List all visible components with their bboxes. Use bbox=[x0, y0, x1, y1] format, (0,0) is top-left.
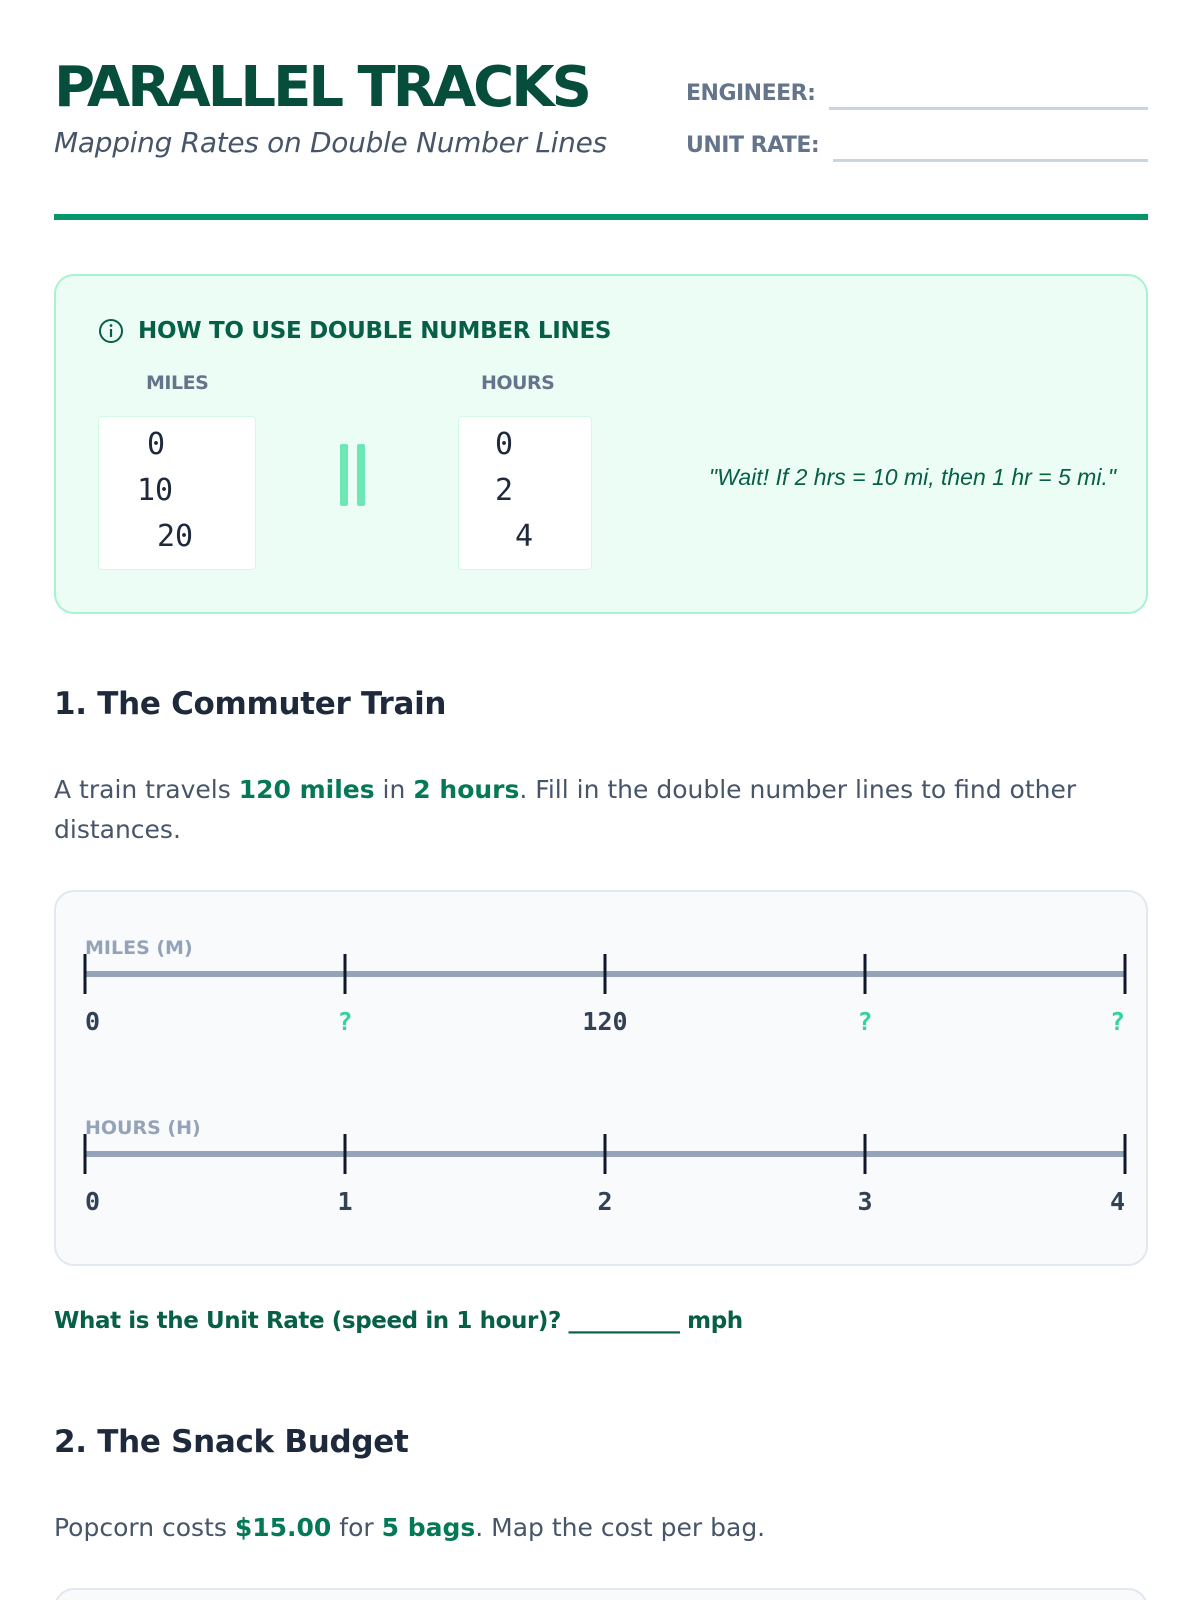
unit-rate-question[interactable]: What is the Unit Rate (speed in 1 hour)? __________ mph bbox=[54, 1308, 743, 1334]
tick-label: 3 bbox=[857, 1187, 873, 1216]
engineer-field[interactable] bbox=[686, 58, 1148, 110]
double-number-line-panel bbox=[54, 890, 1148, 1266]
howto-heading bbox=[98, 318, 611, 344]
tick-label: 0 bbox=[85, 1187, 101, 1216]
section-2-prompt bbox=[54, 1508, 1148, 1548]
tick-label: 2 bbox=[597, 1187, 613, 1216]
miles-value: 20 bbox=[157, 519, 194, 554]
header-divider bbox=[54, 214, 1148, 220]
prompt-text: . Fill in the double number lines to find other distances. bbox=[54, 775, 1077, 844]
prompt-text: in bbox=[374, 775, 414, 804]
hours-example-box bbox=[458, 416, 592, 570]
parallel-bar bbox=[340, 444, 348, 506]
prompt-text: A train travels bbox=[54, 775, 239, 804]
tick-label: 1 bbox=[337, 1187, 353, 1216]
engineer-label: ENGINEER: bbox=[686, 81, 816, 106]
section-1-prompt bbox=[54, 770, 1148, 850]
miles-column-label: MILES bbox=[146, 372, 209, 394]
hours-value: 4 bbox=[515, 519, 534, 554]
howto-panel bbox=[54, 274, 1148, 614]
section-1-title: 1. The Commuter Train bbox=[54, 686, 447, 722]
unit-rate-field[interactable] bbox=[686, 110, 1148, 162]
prompt-text: for bbox=[331, 1513, 382, 1542]
tick-label: 120 bbox=[582, 1007, 628, 1036]
prompt-highlight: 5 bags bbox=[381, 1513, 476, 1542]
page-subtitle: Mapping Rates on Double Number Lines bbox=[54, 126, 607, 159]
unknown-tick-label: ? bbox=[1109, 1007, 1125, 1036]
miles-value: 0 bbox=[147, 427, 166, 462]
hours-value: 0 bbox=[495, 427, 514, 462]
prompt-text: . Map the cost per bag. bbox=[475, 1513, 766, 1542]
prompt-highlight: 2 hours bbox=[413, 775, 520, 804]
howto-quote: "Wait! If 2 hrs = 10 mi, then 1 hr = 5 mi." bbox=[708, 464, 1116, 490]
miles-example-box bbox=[98, 416, 256, 570]
number-line-label: MILES (M) bbox=[85, 937, 193, 959]
hours-column-label: HOURS bbox=[481, 372, 555, 394]
unit-rate-label: UNIT RATE: bbox=[686, 133, 820, 158]
hours-value: 2 bbox=[495, 473, 514, 508]
unknown-tick-label: ? bbox=[337, 1007, 353, 1036]
page-title: PARALLEL TRACKS bbox=[54, 55, 589, 120]
double-number-line bbox=[56, 892, 1150, 1268]
prompt-text: Popcorn costs bbox=[54, 1513, 235, 1542]
miles-value: 10 bbox=[137, 473, 174, 508]
number-line-label: HOURS (H) bbox=[85, 1117, 201, 1139]
prompt-highlight: 120 miles bbox=[238, 775, 375, 804]
howto-title: HOW TO USE DOUBLE NUMBER LINES bbox=[138, 318, 612, 344]
section-2-title: 2. The Snack Budget bbox=[54, 1424, 409, 1460]
parallel-bar bbox=[357, 444, 365, 506]
prompt-highlight: $15.00 bbox=[234, 1513, 332, 1542]
name-fields bbox=[686, 58, 1148, 162]
info-icon bbox=[98, 318, 124, 344]
unit-rate-input-line[interactable] bbox=[833, 132, 1148, 162]
tick-label: 4 bbox=[1109, 1187, 1125, 1216]
snack-number-line-panel bbox=[54, 1588, 1148, 1600]
worksheet-header bbox=[54, 55, 1148, 218]
tick-label: 0 bbox=[85, 1007, 101, 1036]
unknown-tick-label: ? bbox=[857, 1007, 873, 1036]
engineer-input-line[interactable] bbox=[829, 80, 1148, 110]
